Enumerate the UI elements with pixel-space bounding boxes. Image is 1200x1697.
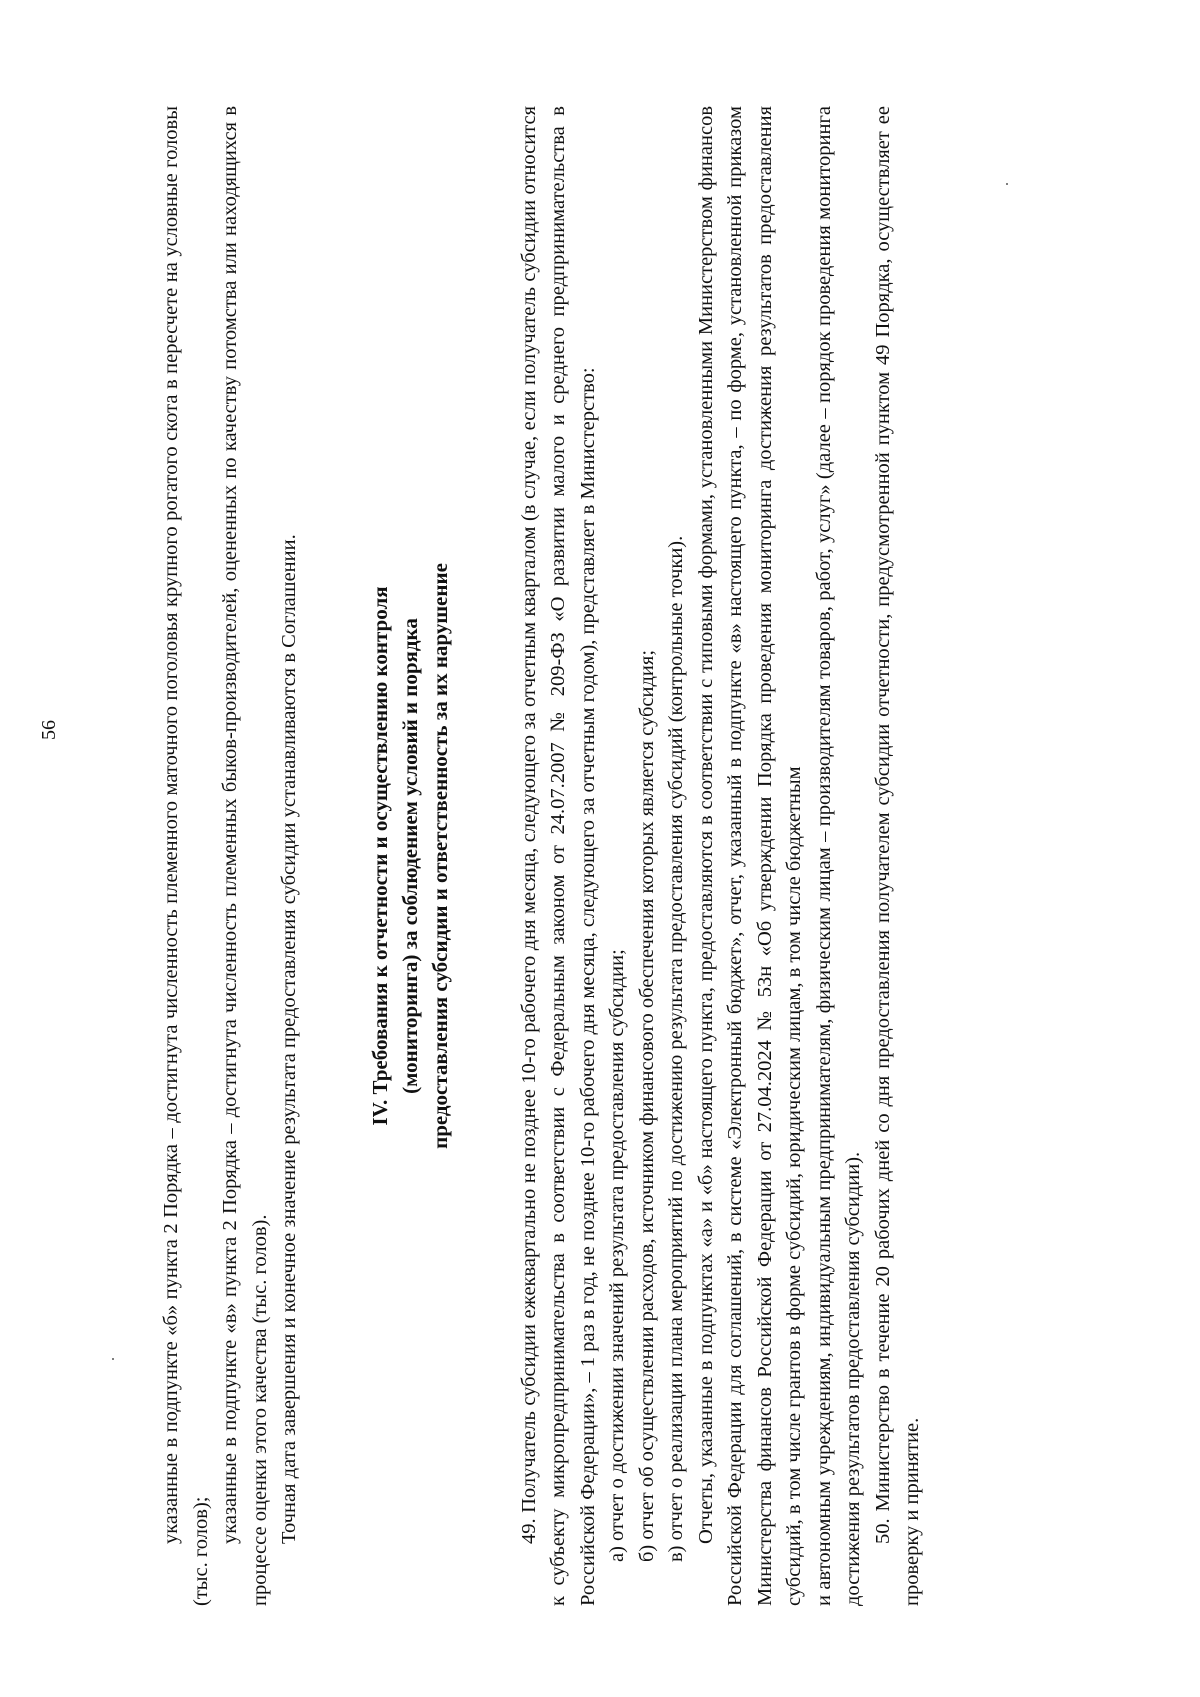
section-heading <box>365 106 455 1606</box>
paragraph-completion-date: Точная дата завершения и конечное значение результата предоставления субсидии устанавливаются в Соглашении. <box>278 534 300 1544</box>
paragraph-reports: Отчеты, указанные в подпунктах «а» и «б» настоящего пункта, предоставляются в соответствии с типовыми формами, установленными Министерством финансов Российской Федерации для соглашений, в системе «Электронный бюджет», отчет, указанный в подпункте «в» настоящего пункта, – по форме, установленной приказом Министерства финансов Российской Федерации от 27.04.2024 № 53н «Об утверждении Порядка проведения мониторинга достижения результатов предоставления субсидий, в том числе грантов в форме субсидий, юридическим лицам, в том числе бюджетным <box>694 106 805 1606</box>
paragraph-50: 50. Министерство в течение 20 рабочих дней со дня предоставления получателем субсидии отчетности, предусмотренной пунктом 49 Порядка, осуществляет ее проверку и принятие. <box>871 106 923 1606</box>
section-heading-line: (мониторинга) за соблюдением условий и порядка <box>397 618 422 1094</box>
list-item-a: а) отчет о достижении значений результата предоставления субсидии; <box>606 949 628 1562</box>
scan-speck <box>112 1358 114 1360</box>
paragraph-49: 49. Получатель субсидии ежеквартально не позднее 10-го рабочего дня месяца, следующего за отчетным кварталом (в случае, если получатель субсидии относится к субъекту микропредпринимательства в соответствии с Федеральным законом от 24.07.2007 № 209-ФЗ «О развитии малого и среднего предпринимательства в Российской Федерации», – 1 раз в год, не позднее 10-го рабочего дня месяца, следующего за отчетным годом), представляет в Министерство: <box>517 106 599 1606</box>
section-heading-line: предоставления субсидии и ответственность за их нарушение <box>427 563 452 1149</box>
spacer <box>305 106 365 1606</box>
paragraph-subitem-b: указанные в подпункте «б» пункта 2 Порядка – достигнута численность племенного маточного поголовья крупного рогатого скота в пересчете на условные головы (тыс. голов); <box>160 106 212 1606</box>
page-number: 56 <box>38 720 60 740</box>
section-heading-line: IV. Требования к отчетности и осуществлению контроля <box>367 586 392 1126</box>
paragraph-reports-continued: и автономным учреждениям, индивидуальным предпринимателям, физическим лицам – производителям товаров, работ, услуг» (далее – порядок проведения мониторинга достижения результатов предоставления субсидии). <box>812 106 864 1606</box>
scan-speck <box>1006 183 1008 185</box>
list-item-b: б) отчет об осуществлении расходов, источником финансового обеспечения которых является субсидия; <box>635 649 658 1562</box>
paragraph-subitem-v: указанные в подпункте «в» пункта 2 Порядка – достигнута численность племенных быков-производителей, оцененных по качеству потомства или находящихся в процессе оценки этого качества (тыс. голов). <box>219 106 271 1606</box>
spacer <box>455 106 515 1606</box>
rotated-text-block <box>157 106 928 1606</box>
list-item-v: в) отчет о реализации плана мероприятий по достижению результата предоставления субсидий (контрольные точки). <box>665 535 687 1562</box>
